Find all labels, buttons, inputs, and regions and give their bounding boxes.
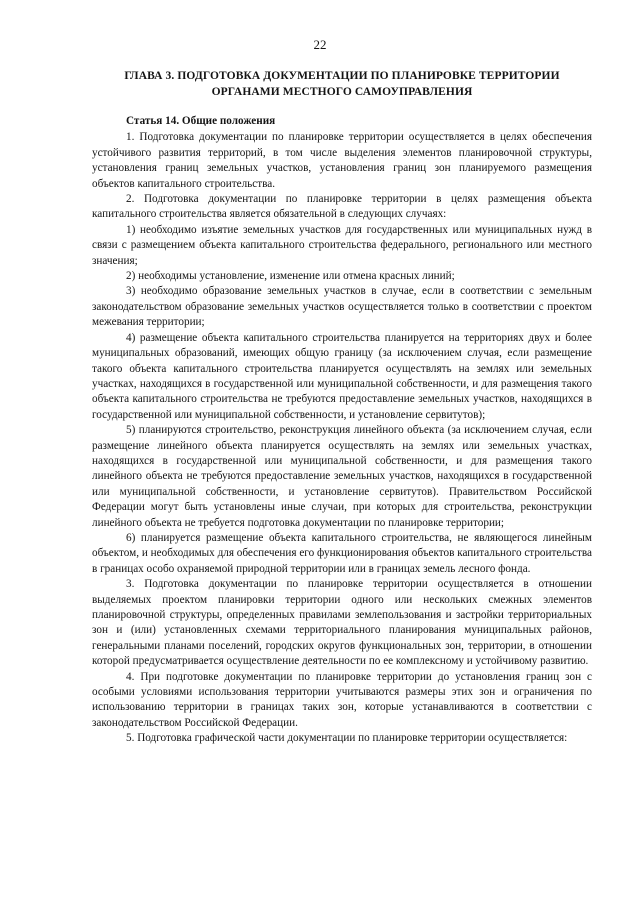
paragraph: 1. Подготовка документации по планировке территории осуществляется в целях обеспечения устойчивого развития территорий, в том числе выделения элементов планировочной структуры, установления границ земельных участков, установления границ зон планируемого размещения объектов капитального строительства. (92, 131, 592, 190)
page-number: 22 (313, 37, 327, 52)
article-body (92, 114, 592, 747)
paragraph: 2. Подготовка документации по планировке территории в целях размещения объекта капитального строительства является обязательной в следующих случаях: (92, 193, 592, 221)
paragraph: 6) планируется размещение объекта капитального строительства, не являющегося линейным объектом, и необходимых для обеспечения его функционирования объектов капитального строительства в границах особо охраняемой природной территории или в границах земель лесного фонда. (92, 531, 592, 575)
article-title: Статья 14. Общие положения (126, 115, 276, 127)
paragraph: 2) необходимы установление, изменение или отмена красных линий; (126, 270, 455, 283)
paragraph: 4. При подготовке документации по планировке территории до установления границ зон с особыми условиями использования территории учитываются размеры этих зон и ограничения по использованию территории в границах таких зон, которые устанавливаются в соответствии с законодательством Российской Федерации. (92, 670, 592, 729)
paragraph: 4) размещение объекта капитального строительства планируется на территориях двух и более муниципальных образований, имеющих общую границу (за исключением случая, если размещение такого объекта капитального строительства планируется осуществлять на землях или земельных участках, находящихся в государственной или муниципальной собственности, и для размещения такого объекта капитального строительства не требуются предоставление земельных участков, находящихся в государственной или муниципальной собственности, и установление сервитутов); (92, 331, 592, 421)
paragraph: 5. Подготовка графической части документации по планировке территории осуществляется: (126, 732, 568, 745)
paragraph: 1) необходимо изъятие земельных участков для государственных или муниципальных нужд в связи с размещением объекта капитального строительства федерального, регионального или местного значения; (92, 223, 592, 267)
chapter-title: ГЛАВА 3. ПОДГОТОВКА ДОКУМЕНТАЦИИ ПО ПЛАНИРОВКЕ ТЕРРИТОРИИ ОРГАНАМИ МЕСТНОГО САМОУПРАВЛЕНИЯ (124, 70, 560, 98)
paragraph: 3) необходимо образование земельных участков в случае, если в соответствии с земельным законодательством образование земельных участков осуществляется только в соответствии с проектом межевания территории; (92, 285, 592, 329)
paragraph: 5) планируются строительство, реконструкция линейного объекта (за исключением случая, если размещение линейного объекта планируется осуществлять на землях или земельных участках, находящихся в государственной или муниципальной собственности, и для размещения такого линейного объекта не требуются предоставление земельных участков, находящихся в государственной или муниципальной собственности, и установление сервитутов). Правительством Российской Федерации могут быть установлены иные случаи, при которых для строительства, реконструкции линейного объекта не требуется подготовка документации по планировке территории; (92, 424, 592, 529)
paragraph: 3. Подготовка документации по планировке территории осуществляется в отношении выделяемых проектом планировки территории одного или нескольких смежных элементов планировочной структуры, определенных правилами землепользования и застройки территориальных зон и (или) установленных схемами территориального планирования муниципальных районов, генеральными планами поселений, городских округов функциональных зон, территории, в отношении которой предусматривается осуществление деятельности по ее комплексному и устойчивому развитию. (92, 578, 592, 668)
